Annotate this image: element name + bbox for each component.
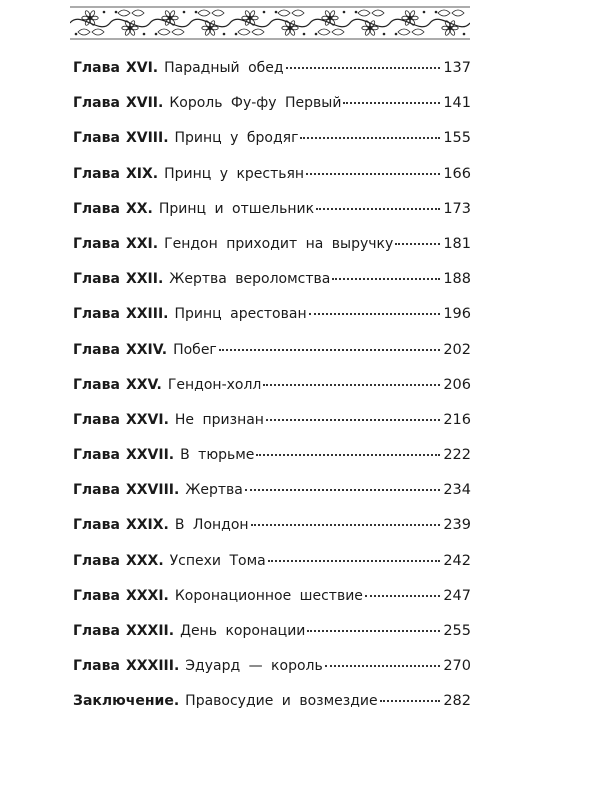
entry-page-number: 270 [443,658,471,675]
entry-title: Принц арестован [174,306,307,323]
entry-title: Коронационное шествие [174,587,363,604]
dot-leader [219,349,441,351]
entry-page-number: 242 [443,552,471,569]
entry-page-number: 166 [443,165,471,182]
entry-prefix: Глава [73,447,120,464]
toc-entry[interactable] [73,130,471,165]
entry-number: XXX. [125,552,164,569]
entry-number: XXVIII. [125,482,180,499]
dot-leader [300,137,440,139]
toc-entry[interactable] [73,482,471,517]
entry-number: XXVI. [125,411,169,428]
table-of-contents [73,60,471,729]
entry-page-number: 173 [443,200,471,217]
entry-prefix: Глава [73,482,120,499]
toc-entry[interactable] [73,60,471,95]
entry-page-number: 216 [443,411,471,428]
entry-title: Не признан [174,411,264,428]
toc-entry[interactable] [73,658,471,693]
dot-leader [325,665,441,667]
entry-number: XXI. [125,235,159,252]
entry-title: Принц и отшельник [158,200,315,217]
toc-entry[interactable] [73,236,471,271]
toc-entry[interactable] [73,588,471,623]
dot-leader [245,489,440,491]
dot-leader [251,524,441,526]
entry-prefix: Глава [73,200,120,217]
dot-leader [263,384,440,386]
toc-entry[interactable] [73,201,471,236]
entry-prefix: Глава [73,517,120,534]
toc-entry[interactable] [73,95,471,130]
entry-prefix: Глава [73,235,120,252]
dot-leader [380,700,441,702]
entry-page-number: 181 [443,235,471,252]
entry-title: Парадный обед [164,60,284,76]
entry-prefix: Глава [73,130,120,147]
entry-title: Гендон приходит на выручку [164,235,394,252]
entry-page-number: 188 [443,271,471,288]
entry-number: XXIX. [125,517,169,534]
entry-prefix: Глава [73,95,120,112]
entry-page-number: 206 [443,376,471,393]
entry-prefix: Глава [73,376,120,393]
entry-page-number: 234 [443,482,471,499]
entry-title: Жертва [185,482,243,499]
entry-number: XXXII. [125,623,175,639]
toc-entry[interactable] [73,166,471,201]
entry-number: XXV. [125,376,162,393]
entry-number: XXVII. [125,447,175,464]
dot-leader [306,173,440,175]
dot-leader [343,102,440,104]
entry-title: В тюрьме [180,447,255,464]
entry-title: Король Фу-фу Первый [169,95,342,112]
floral-ornament-border [70,4,470,42]
entry-prefix: Глава [73,411,120,428]
entry-prefix: Глава [73,60,120,76]
entry-page-number: 222 [443,447,471,464]
entry-title: В Лондон [174,517,249,534]
toc-entry[interactable] [73,342,471,377]
entry-number: XXIV. [125,341,168,358]
entry-title: Принц у крестьян [164,165,305,182]
toc-entry[interactable] [73,517,471,552]
entry-prefix: Глава [73,658,120,675]
entry-number: XIX. [125,165,159,182]
dot-leader [256,454,440,456]
entry-prefix: Глава [73,552,120,569]
entry-prefix: Глава [73,341,120,358]
toc-entry[interactable] [73,553,471,588]
toc-entry[interactable] [73,271,471,306]
dot-leader [365,595,440,597]
dot-leader [332,278,440,280]
entry-number: XVI. [125,60,159,76]
entry-prefix: Заключение. [73,693,180,710]
entry-page-number: 239 [443,517,471,534]
toc-entry[interactable] [73,377,471,412]
entry-title: Гендон-холл [167,376,262,393]
toc-entry[interactable] [73,412,471,447]
entry-page-number: 255 [443,623,471,639]
dot-leader [286,67,441,69]
entry-prefix: Глава [73,306,120,323]
entry-prefix: Глава [73,165,120,182]
entry-prefix: Глава [73,587,120,604]
entry-title: Успехи Тома [169,552,266,569]
dot-leader [266,419,440,421]
toc-entry[interactable] [73,623,471,658]
entry-number: XVIII. [125,130,169,147]
entry-prefix: Глава [73,271,120,288]
dot-leader [316,208,440,210]
dot-leader [309,313,441,315]
entry-page-number: 141 [443,95,471,112]
entry-page-number: 196 [443,306,471,323]
entry-page-number: 282 [443,693,471,710]
entry-title: Принц у бродяг [174,130,299,147]
entry-number: XXIII. [125,306,169,323]
dot-leader [395,243,440,245]
entry-title: Правосудие и возмездие [185,693,378,710]
toc-entry[interactable] [73,693,471,728]
entry-number: XXXIII. [125,658,180,675]
entry-number: XXXI. [125,587,169,604]
entry-page-number: 137 [443,60,471,76]
entry-title: Побег [173,341,217,358]
entry-page-number: 247 [443,587,471,604]
toc-entry[interactable] [73,306,471,341]
toc-entry[interactable] [73,447,471,482]
entry-title: День коронации [180,623,306,639]
entry-prefix: Глава [73,623,120,639]
entry-page-number: 155 [443,130,471,147]
entry-number: XVII. [125,95,164,112]
entry-title: Эдуард — король [185,658,323,675]
dot-leader [268,560,441,562]
entry-number: XXII. [125,271,164,288]
entry-title: Жертва вероломства [169,271,331,288]
dot-leader [307,630,440,632]
entry-page-number: 202 [443,341,471,358]
entry-number: XX. [125,200,153,217]
